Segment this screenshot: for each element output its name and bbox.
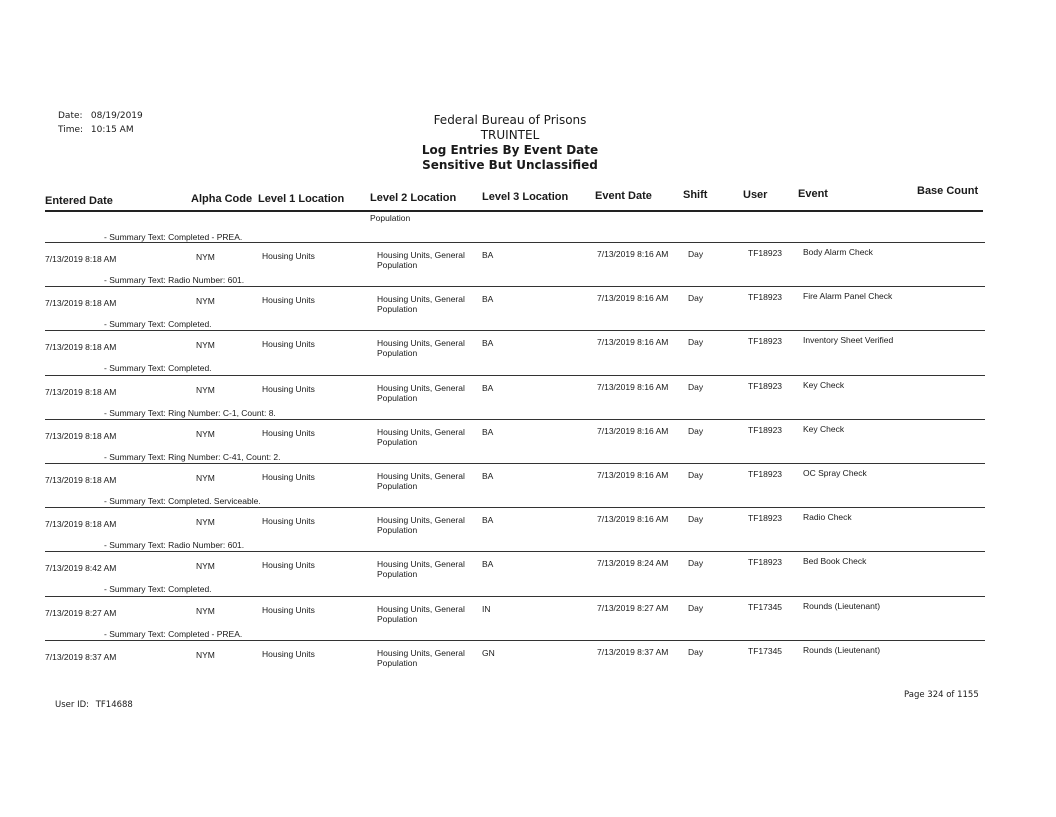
col-user: User (743, 189, 768, 201)
row-separator (45, 596, 985, 597)
alpha-code: NYM (196, 606, 215, 616)
row-separator (45, 242, 985, 243)
level2-location-cont: Population (377, 614, 418, 624)
alpha-code: NYM (196, 650, 215, 660)
page-number: Page 324 of 1155 (904, 690, 979, 700)
level1-location: Housing Units (262, 428, 315, 438)
level2-location-cont: Population (377, 569, 418, 579)
user: TF18923 (748, 469, 783, 479)
level2-location-cont: Population (377, 393, 418, 403)
entered-date: 7/13/2019 8:18 AM (45, 342, 117, 352)
level3-location: BA (482, 383, 494, 393)
level2-location-cont: Population (377, 525, 418, 535)
col-event: Event (798, 188, 828, 200)
col-entered-date: Entered Date (45, 195, 113, 207)
alpha-code: NYM (196, 473, 215, 483)
level2-location: Housing Units, General (377, 250, 465, 260)
col-alpha-code: Alpha Code (191, 193, 253, 205)
level3-location: BA (482, 250, 494, 260)
user: TF18923 (748, 513, 783, 523)
agency-name: Federal Bureau of Prisons (433, 113, 587, 127)
entered-date: 7/13/2019 8:37 AM (45, 652, 117, 662)
level2-location: Housing Units, General (377, 471, 465, 481)
level2-location-cont: Population (377, 658, 418, 668)
carryover-summary: - Summary Text: Completed - PREA. (104, 232, 243, 242)
event-date: 7/13/2019 8:24 AM (597, 558, 669, 568)
shift: Day (688, 249, 704, 259)
user-id-value: TF14688 (95, 700, 133, 710)
shift: Day (688, 470, 704, 480)
summary-text: - Summary Text: Completed. (104, 584, 212, 594)
level3-location: BA (482, 338, 494, 348)
row-separator (45, 507, 985, 508)
level2-location: Housing Units, General (377, 427, 465, 437)
level2-location-cont: Population (377, 260, 418, 270)
carryover-level2: Population (370, 213, 411, 223)
user: TF18923 (748, 336, 783, 346)
shift: Day (688, 558, 704, 568)
summary-text: - Summary Text: Completed. (104, 363, 212, 373)
level3-location: BA (482, 294, 494, 304)
event-date: 7/13/2019 8:37 AM (597, 647, 669, 657)
event: Key Check (803, 424, 845, 434)
level3-location: IN (482, 604, 491, 614)
level2-location-cont: Population (377, 348, 418, 358)
time-label: Time: (58, 125, 84, 135)
event-date: 7/13/2019 8:16 AM (597, 514, 669, 524)
entered-date: 7/13/2019 8:18 AM (45, 254, 117, 264)
header-rule (45, 210, 983, 212)
entered-date: 7/13/2019 8:18 AM (45, 298, 117, 308)
level1-location: Housing Units (262, 251, 315, 261)
user: TF18923 (748, 557, 783, 567)
row-separator (45, 463, 985, 464)
summary-text: - Summary Text: Radio Number: 601. (104, 540, 245, 550)
level2-location: Housing Units, General (377, 294, 465, 304)
level1-location: Housing Units (262, 472, 315, 482)
event-date: 7/13/2019 8:16 AM (597, 337, 669, 347)
level1-location: Housing Units (262, 384, 315, 394)
alpha-code: NYM (196, 252, 215, 262)
shift: Day (688, 382, 704, 392)
event-date: 7/13/2019 8:16 AM (597, 470, 669, 480)
event: Bed Book Check (803, 556, 867, 566)
event: Key Check (803, 380, 845, 390)
user: TF17345 (748, 646, 783, 656)
col-level3-location: Level 3 Location (482, 191, 569, 203)
summary-text: - Summary Text: Ring Number: C-1, Count: 8. (104, 408, 276, 418)
shift: Day (688, 647, 704, 657)
summary-text: - Summary Text: Ring Number: C-41, Count: 2. (104, 452, 281, 462)
event: OC Spray Check (803, 468, 867, 478)
alpha-code: NYM (196, 340, 215, 350)
shift: Day (688, 603, 704, 613)
level1-location: Housing Units (262, 339, 315, 349)
level1-location: Housing Units (262, 560, 315, 570)
summary-text: - Summary Text: Completed. Serviceable. (104, 496, 261, 506)
entered-date: 7/13/2019 8:18 AM (45, 387, 117, 397)
event: Rounds (Lieutenant) (803, 601, 881, 611)
level1-location: Housing Units (262, 605, 315, 615)
level1-location: Housing Units (262, 649, 315, 659)
row-separator (45, 640, 985, 641)
level2-location: Housing Units, General (377, 515, 465, 525)
level2-location: Housing Units, General (377, 559, 465, 569)
shift: Day (688, 514, 704, 524)
level1-location: Housing Units (262, 516, 315, 526)
event: Rounds (Lieutenant) (803, 645, 881, 655)
entered-date: 7/13/2019 8:18 AM (45, 519, 117, 529)
event: Body Alarm Check (803, 247, 873, 257)
event-date: 7/13/2019 8:16 AM (597, 426, 669, 436)
shift: Day (688, 426, 704, 436)
alpha-code: NYM (196, 561, 215, 571)
report-title (400, 113, 620, 173)
print-date (58, 111, 143, 121)
row-separator (45, 330, 985, 331)
event-date: 7/13/2019 8:27 AM (597, 603, 669, 613)
col-shift: Shift (683, 189, 708, 201)
row-separator (45, 419, 985, 420)
entered-date: 7/13/2019 8:18 AM (45, 431, 117, 441)
event-date: 7/13/2019 8:16 AM (597, 249, 669, 259)
user: TF18923 (748, 248, 783, 258)
alpha-code: NYM (196, 296, 215, 306)
event: Inventory Sheet Verified (803, 335, 894, 345)
user: TF17345 (748, 602, 783, 612)
user: TF18923 (748, 381, 783, 391)
level3-location: GN (482, 648, 495, 658)
level2-location-cont: Population (377, 437, 418, 447)
level2-location: Housing Units, General (377, 604, 465, 614)
col-level1-location: Level 1 Location (258, 193, 345, 205)
summary-text: - Summary Text: Radio Number: 601. (104, 275, 245, 285)
event-date: 7/13/2019 8:16 AM (597, 382, 669, 392)
row-separator (45, 551, 985, 552)
entered-date: 7/13/2019 8:42 AM (45, 563, 117, 573)
row-separator (45, 375, 985, 376)
user: TF18923 (748, 425, 783, 435)
level2-location: Housing Units, General (377, 648, 465, 658)
row-separator (45, 286, 985, 287)
time-value: 10:15 AM (90, 125, 134, 135)
event: Radio Check (803, 512, 852, 522)
col-event-date: Event Date (595, 190, 652, 202)
alpha-code: NYM (196, 517, 215, 527)
date-value: 08/19/2019 (90, 111, 143, 121)
level3-location: BA (482, 559, 494, 569)
alpha-code: NYM (196, 385, 215, 395)
summary-text: - Summary Text: Completed - PREA. (104, 629, 243, 639)
event: Fire Alarm Panel Check (803, 291, 893, 301)
level3-location: BA (482, 427, 494, 437)
entered-date: 7/13/2019 8:27 AM (45, 608, 117, 618)
shift: Day (688, 293, 704, 303)
col-level2-location: Level 2 Location (370, 192, 457, 204)
event-date: 7/13/2019 8:16 AM (597, 293, 669, 303)
system-name: TRUINTEL (480, 128, 540, 142)
level1-location: Housing Units (262, 295, 315, 305)
level2-location-cont: Population (377, 481, 418, 491)
shift: Day (688, 337, 704, 347)
user: TF18923 (748, 292, 783, 302)
classification: Sensitive But Unclassified (422, 158, 598, 172)
report-name: Log Entries By Event Date (421, 143, 599, 157)
entered-date: 7/13/2019 8:18 AM (45, 475, 117, 485)
level2-location: Housing Units, General (377, 338, 465, 348)
col-base-count: Base Count (917, 185, 979, 197)
print-time (58, 125, 134, 135)
footer-user (55, 700, 133, 710)
user-id-label: User ID: (55, 700, 89, 710)
summary-text: - Summary Text: Completed. (104, 319, 212, 329)
level3-location: BA (482, 515, 494, 525)
level2-location: Housing Units, General (377, 383, 465, 393)
level2-location-cont: Population (377, 304, 418, 314)
level3-location: BA (482, 471, 494, 481)
date-label: Date: (58, 111, 83, 121)
alpha-code: NYM (196, 429, 215, 439)
